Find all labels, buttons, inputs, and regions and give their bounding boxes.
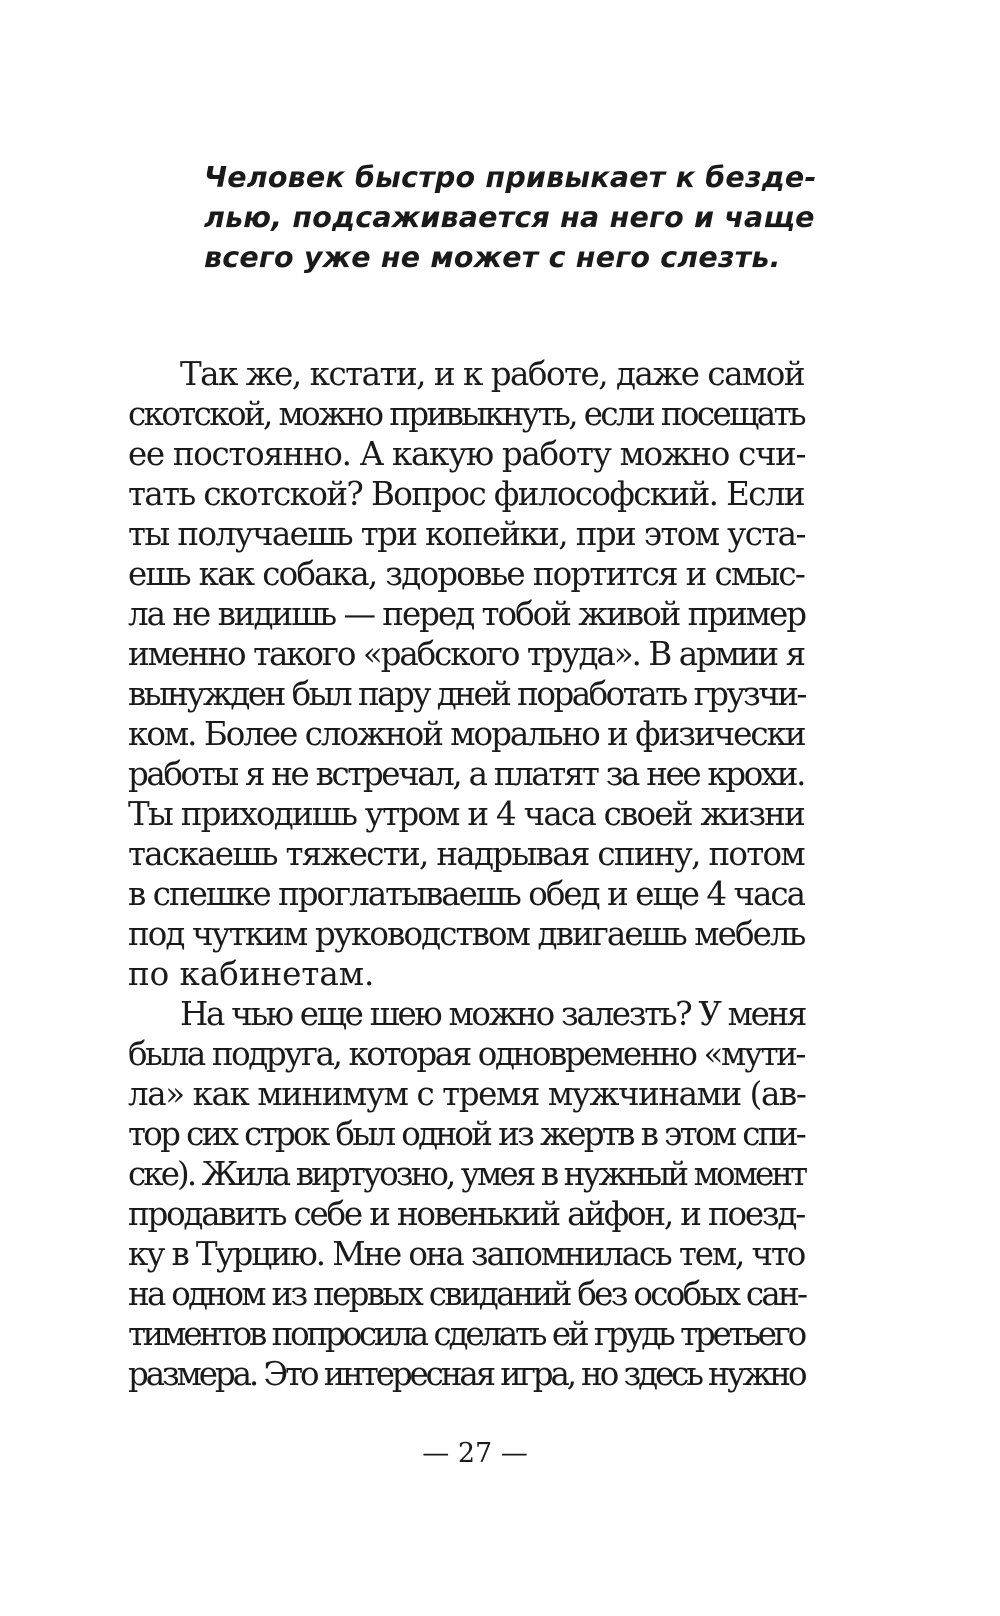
paragraph-1-line: таскаешь тяжести, надрывая спину, потом bbox=[128, 835, 804, 873]
quote-line: лью, подсаживается на него и чаще bbox=[204, 201, 815, 234]
paragraph-2-line: тор сих строк был одной из жертв в этом спи- bbox=[128, 1115, 804, 1153]
paragraph-1-line: работы я не встречал, а платят за нее крохи. bbox=[128, 755, 804, 793]
paragraph-1-line: ты получаешь три копейки, при этом уста- bbox=[128, 515, 805, 553]
paragraph-1-line: ешь как собака, здоровье портится и смыс- bbox=[128, 555, 804, 593]
paragraph-1-line: именно такого «рабского труда». В армии я bbox=[128, 635, 804, 673]
pull-quote bbox=[204, 158, 817, 278]
paragraph-1-line: вынужден был пару дней поработать грузчи- bbox=[128, 675, 805, 713]
quote-line: Человек быстро привыкает к безде- bbox=[204, 161, 817, 194]
quote-line: всего уже не может с него слезть. bbox=[204, 241, 781, 274]
paragraph-2-line: ку в Турцию. Мне она запомнилась тем, что bbox=[128, 1235, 805, 1273]
paragraph-1-line: тать скотской? Вопрос философский. Если bbox=[128, 475, 804, 513]
paragraph-2-line: тиментов попросила сделать ей грудь третьего bbox=[128, 1315, 804, 1353]
paragraph-2-line: на одном из первых свиданий без особых сан- bbox=[128, 1275, 806, 1313]
paragraph-2-line: размера. Это интересная игра, но здесь нужно bbox=[128, 1355, 805, 1393]
paragraph-2-line: На чью еще шею можно залезть? У меня bbox=[180, 995, 806, 1033]
body-text bbox=[128, 354, 804, 1394]
paragraph-2-line: ске). Жила виртуозно, умея в нужный момент bbox=[128, 1155, 806, 1193]
paragraph-1-line: ее постоянно. А какую работу можно счи- bbox=[128, 435, 806, 473]
paragraph-1-line: скотской, можно привыкнуть, если посещать bbox=[128, 395, 804, 433]
paragraph-1-line: под чутким руководством двигаешь мебель bbox=[128, 915, 805, 953]
paragraph-1-line: Ты приходишь утром и 4 часа своей жизни bbox=[128, 795, 804, 833]
paragraph-1-line: по кабинетам. bbox=[128, 955, 375, 993]
paragraph-2-line: продавить себе и новенький айфон, и поезд- bbox=[128, 1195, 804, 1233]
paragraph-2-line: ла» как минимум с тремя мужчинами (ав- bbox=[128, 1075, 806, 1113]
page-number: — 27 — bbox=[422, 1438, 528, 1469]
paragraph-1-line: ла не видишь — перед тобой живой пример bbox=[128, 595, 806, 633]
paragraph-1-line: ком. Более сложной морально и физически bbox=[128, 715, 805, 753]
paragraph-1-line: Так же, кстати, и к работе, даже самой bbox=[180, 355, 804, 393]
paragraph-2-line: была подруга, которая одновременно «мути- bbox=[128, 1035, 804, 1073]
paragraph-1-line: в спешке проглатываешь обед и еще 4 часа bbox=[128, 875, 804, 913]
